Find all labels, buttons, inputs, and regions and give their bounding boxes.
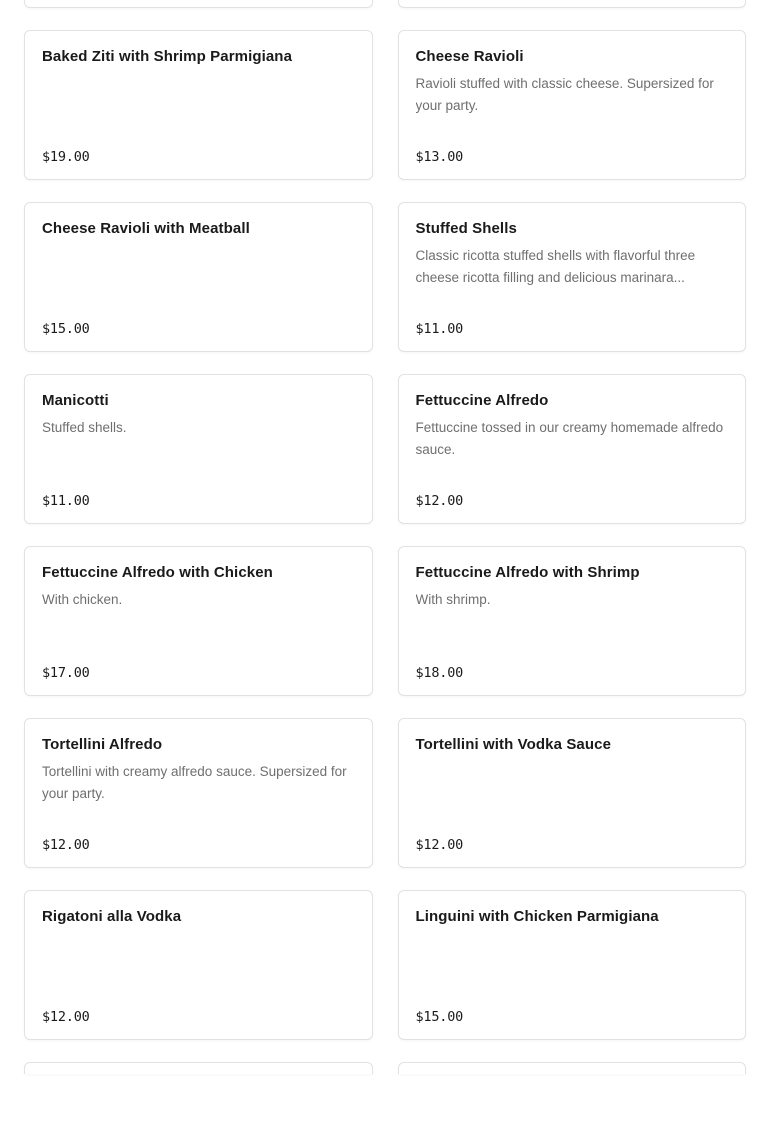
menu-item-name: Rigatoni alla Vodka — [42, 908, 182, 925]
menu-item-name: Cheese Ravioli — [415, 48, 524, 65]
menu-item-card[interactable] — [398, 374, 747, 524]
menu-item-card[interactable] — [24, 30, 373, 180]
menu-item-description: With shrimp. — [415, 592, 491, 607]
menu-item-card[interactable] — [24, 0, 373, 8]
menu-item-description: Classic ricotta stuffed shells with flavorful three cheese ricotta filling and delicious marinara... — [415, 248, 696, 285]
card-spacer — [42, 245, 355, 321]
card-spacer — [416, 461, 729, 493]
card-spacer — [42, 611, 355, 665]
card-spacer — [416, 761, 729, 837]
menu-item-card[interactable] — [398, 546, 747, 696]
menu-item-name: Baked Ziti with Shrimp Parmigiana — [42, 48, 293, 65]
menu-item-description: Stuffed shells. — [42, 420, 127, 435]
menu-item-name: Manicotti — [42, 392, 109, 409]
card-spacer — [42, 73, 355, 149]
menu-item-price: $13.00 — [415, 149, 464, 165]
menu-item-name: Fettuccine Alfredo with Shrimp — [415, 564, 640, 581]
menu-item-price: $15.00 — [42, 321, 90, 337]
menu-item-price: $15.00 — [415, 1009, 464, 1025]
menu-item-description: Tortellini with creamy alfredo sauce. Supersized for your party. — [42, 764, 347, 801]
menu-item-card[interactable] — [398, 30, 747, 180]
menu-item-price: $12.00 — [415, 837, 464, 853]
menu-item-name: Stuffed Shells — [415, 220, 517, 237]
menu-item-card[interactable] — [24, 374, 373, 524]
menu-item-price: $11.00 — [42, 493, 90, 509]
menu-item-price: $12.00 — [415, 493, 464, 509]
menu-item-name: Linguini with Chicken Parmigiana — [415, 908, 659, 925]
menu-item-description: Fettuccine tossed in our creamy homemade alfredo sauce. — [415, 420, 724, 457]
menu-item-description: Ravioli stuffed with classic cheese. Supersized for your party. — [415, 76, 714, 113]
card-spacer — [416, 289, 729, 321]
menu-item-card[interactable] — [24, 1062, 373, 1074]
menu-item-price: $17.00 — [42, 665, 90, 681]
menu-item-card[interactable] — [24, 890, 373, 1040]
menu-item-card[interactable] — [398, 1062, 747, 1074]
menu-item-card[interactable] — [398, 890, 747, 1040]
card-spacer — [416, 117, 729, 149]
card-spacer — [416, 611, 729, 665]
menu-item-card[interactable] — [398, 0, 747, 8]
card-spacer — [42, 933, 355, 1009]
card-spacer — [42, 805, 355, 837]
menu-item-price: $18.00 — [415, 665, 464, 681]
menu-item-price: $12.00 — [42, 837, 90, 853]
card-spacer — [42, 439, 355, 493]
menu-item-name: Fettuccine Alfredo with Chicken — [42, 564, 273, 581]
menu-item-name: Fettuccine Alfredo — [415, 392, 549, 409]
menu-item-name: Tortellini Alfredo — [42, 736, 163, 753]
menu-item-name: Cheese Ravioli with Meatball — [42, 220, 250, 237]
card-spacer — [416, 933, 729, 1009]
menu-item-price: $19.00 — [42, 149, 90, 165]
menu-item-card[interactable] — [24, 202, 373, 352]
menu-item-card[interactable] — [398, 718, 747, 868]
menu-item-card[interactable] — [24, 546, 373, 696]
menu-item-description: With chicken. — [42, 592, 123, 607]
menu-item-price: $12.00 — [42, 1009, 90, 1025]
menu-item-name: Tortellini with Vodka Sauce — [415, 736, 612, 753]
menu-item-card[interactable] — [24, 718, 373, 868]
menu-item-price: $11.00 — [415, 321, 464, 337]
menu-item-card[interactable] — [398, 202, 747, 352]
